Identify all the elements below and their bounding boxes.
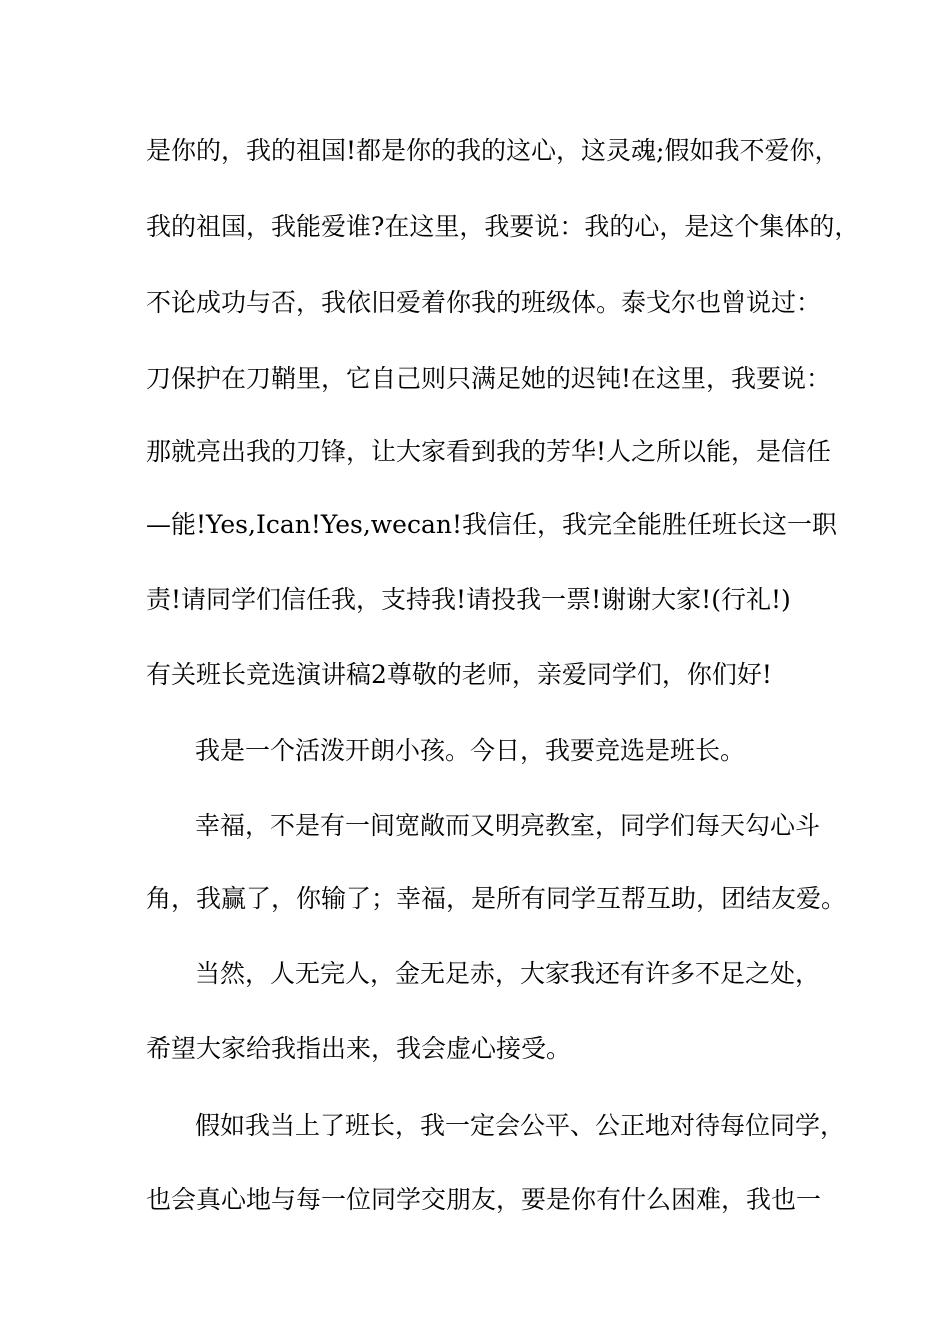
text-line: 是你的，我的祖国!都是你的我的这心，这灵魂;假如我不爱你，: [146, 136, 840, 165]
text-line: 希望大家给我指出来，我会虚心接受。: [146, 1034, 572, 1063]
text-line: 也会真心地与每一位同学交朋友，要是你有什么困难，我也一: [146, 1185, 822, 1214]
paragraph-first-line: 假如我当上了班长，我一定会公平、公正地对待每位同学，: [195, 1111, 846, 1140]
paragraph-first-line: 幸福，不是有一间宽敞而又明亮教室，同学们每天勾心斗: [195, 811, 821, 840]
section-heading-line: 有关班长竞选演讲稿2尊敬的老师，亲爱同学们，你们好!: [146, 660, 772, 689]
text-line: 责!请同学们信任我，支持我!请投我一票!谢谢大家!(行礼!): [146, 585, 791, 614]
text-line: 不论成功与否，我依旧爱着你我的班级体。泰戈尔也曾说过：: [146, 288, 822, 317]
text-line: 我的祖国，我能爱谁?在这里，我要说：我的心，是这个集体的，: [146, 212, 860, 241]
paragraph-first-line: 我是一个活泼开朗小孩。今日，我要竞选是班长。: [195, 736, 746, 765]
text-line: 角，我赢了，你输了；幸福，是所有同学互帮互助，团结友爱。: [146, 884, 847, 913]
paragraph-first-line: 当然，人无完人，金无足赤，大家我还有许多不足之处，: [195, 959, 821, 988]
text-line: 那就亮出我的刀锋，让大家看到我的芳华!人之所以能，是信任: [146, 437, 832, 466]
text-line: —能!Yes,Ican!Yes,wecan!我信任，我完全能胜任班长这一职: [146, 510, 838, 539]
text-line: 刀保护在刀鞘里，它自己则只满足她的迟钝!在这里，我要说：: [146, 364, 832, 393]
